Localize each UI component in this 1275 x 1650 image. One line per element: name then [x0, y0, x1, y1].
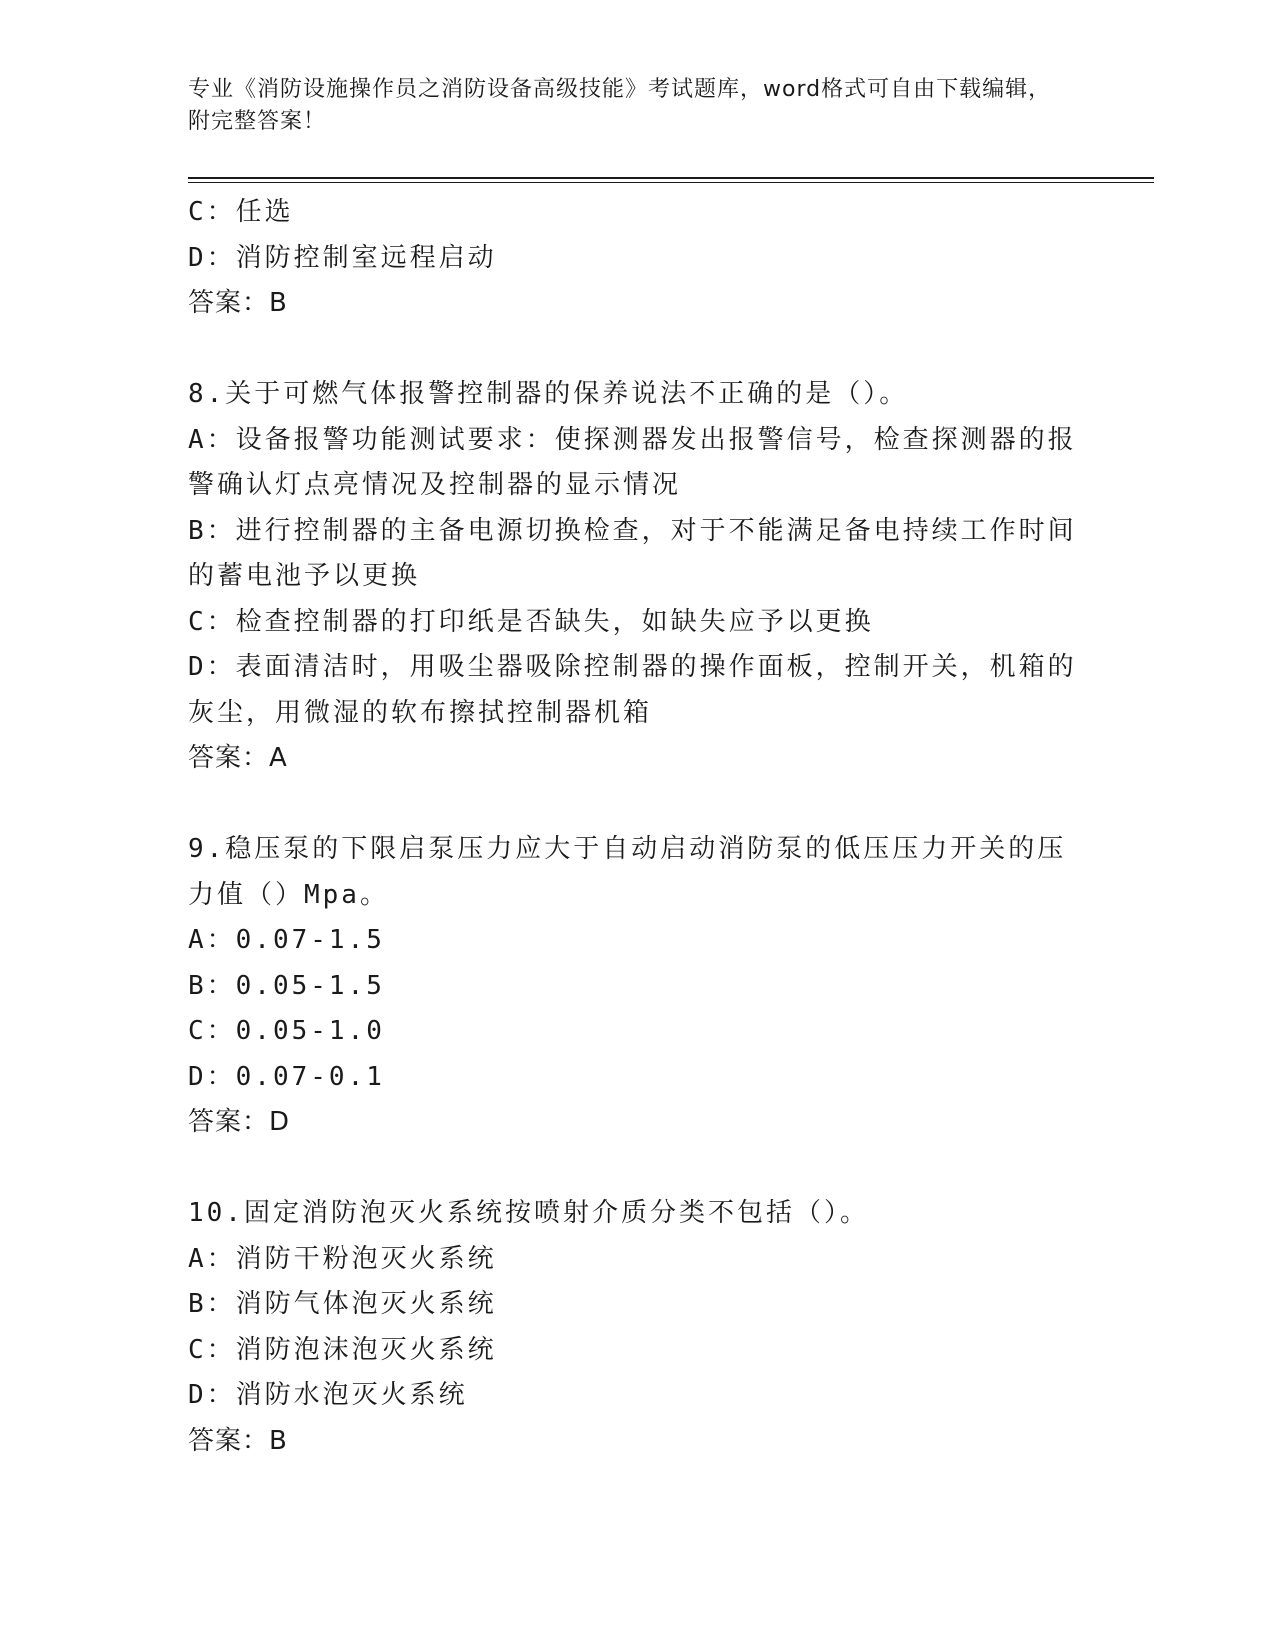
option-b-line-2: 的蓄电池予以更换 — [188, 561, 421, 591]
question-stem: 8.关于可燃气体报警控制器的保养说法不正确的是（）。 — [188, 379, 909, 409]
question-9 — [188, 827, 1088, 1146]
option-c: C：检查控制器的打印纸是否缺失，如缺失应予以更换 — [188, 606, 874, 637]
option-d: D：消防水泡灭火系统 — [188, 1380, 468, 1410]
header-rule-thick — [188, 177, 1154, 179]
question-content — [188, 190, 1088, 1464]
option-a-line-2: 警确认灯点亮情况及控制器的显示情况 — [188, 470, 682, 500]
option-d: D：消防控制室远程启动 — [188, 242, 497, 273]
spacer — [188, 782, 1088, 828]
question-8 — [188, 372, 1088, 782]
option-c: C：0.05-1.0 — [188, 1016, 385, 1046]
answer: 答案：A — [188, 743, 288, 773]
option-a-line-1: A：设备报警功能测试要求：使探测器发出报警信号，检查探测器的报 — [188, 424, 1077, 455]
partial-question — [188, 190, 1088, 327]
option-d-line-1: D：表面清洁时，用吸尘器吸除控制器的操作面板，控制开关，机箱的 — [188, 652, 1077, 682]
option-c: C：任选 — [188, 197, 294, 227]
answer: 答案：B — [188, 1425, 288, 1456]
option-d-line-2: 灰尘，用微湿的软布擦拭控制器机箱 — [188, 697, 653, 728]
question-stem: 10.固定消防泡灭火系统按喷射介质分类不包括（）。 — [188, 1198, 869, 1228]
spacer — [188, 1146, 1088, 1192]
question-10 — [188, 1191, 1088, 1464]
option-b: B：消防气体泡灭火系统 — [188, 1289, 497, 1319]
spacer — [188, 327, 1088, 373]
answer: 答案：B — [188, 288, 288, 318]
header-rule-thin — [188, 182, 1154, 183]
option-d: D：0.07-0.1 — [188, 1061, 385, 1092]
option-b: B：0.05-1.5 — [188, 970, 385, 1001]
option-a: A：0.07-1.5 — [188, 925, 385, 955]
answer: 答案：D — [188, 1107, 291, 1137]
option-c: C：消防泡沫泡灭火系统 — [188, 1334, 497, 1365]
option-a: A：消防干粉泡灭火系统 — [188, 1243, 497, 1274]
document-header: 专业《消防设施操作员之消防设备高级技能》考试题库，word格式可自由下载编辑，附完整答案！ — [188, 77, 1052, 134]
option-b-line-1: B：进行控制器的主备电源切换检查，对于不能满足备电持续工作时间 — [188, 515, 1077, 546]
question-stem-line-2: 力值（）Mpa。 — [188, 879, 389, 910]
question-stem-line-1: 9.稳压泵的下限启泵压力应大于自动启动消防泵的低压压力开关的压 — [188, 834, 1067, 864]
